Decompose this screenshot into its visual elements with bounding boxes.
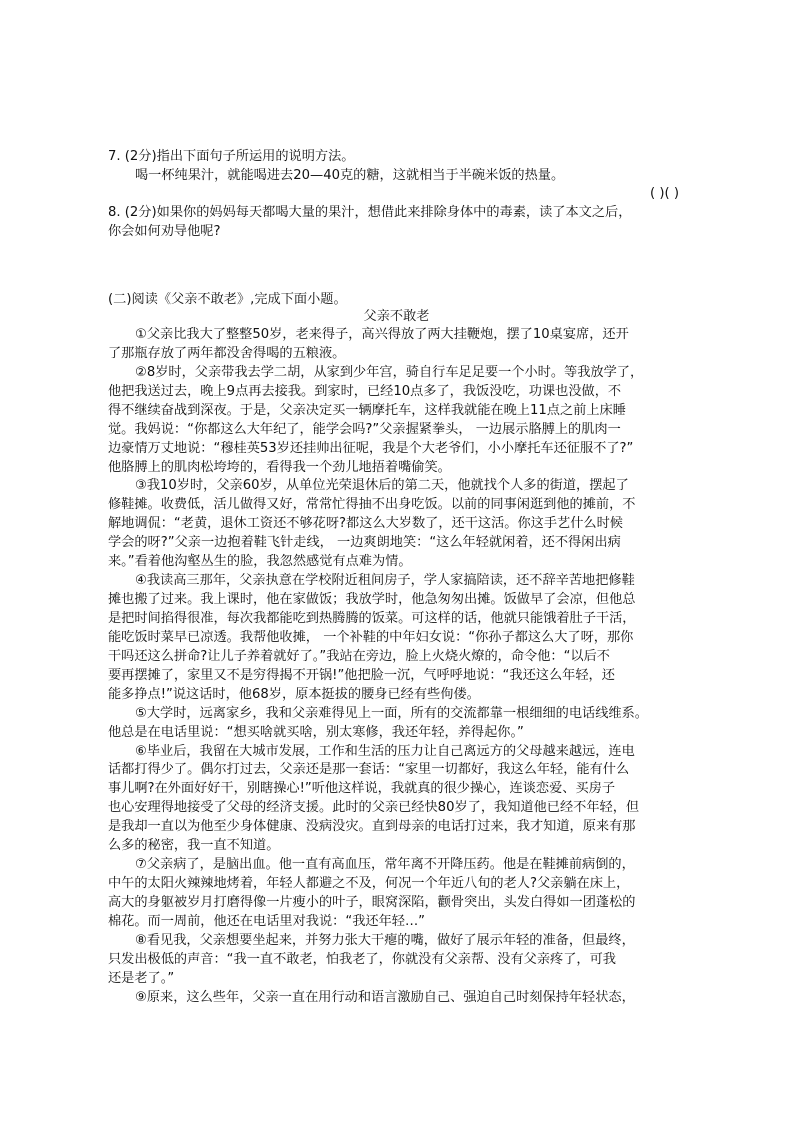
article-line: 能吃饭时菜早已凉透。我帮他收摊， 一个补鞋的中年妇女说：“你孙子都这么大了呀，那你 [108, 629, 634, 645]
question-7-answer-blanks: ( )( ) [650, 186, 679, 201]
article-line: 要再摆摊了，家里又不是穷得揭不开锅!”他把脸一沉，气呼呼地说：“我还这么年轻，还 [108, 667, 615, 683]
article-line: ④我读高三那年，父亲执意在学校附近租间房子，学人家搞陪读，还不辞辛苦地把修鞋 [135, 573, 635, 589]
article-line: 干吗还这么拼命?让儿子养着就好了。”我站在旁边，脸上火烧火燎的，命令他：“以后不 [108, 648, 610, 664]
article-line: 得不继续奋战到深夜。于是，父亲决定买一辆摩托车，这样我就能在晚上11点之前上床睡 [108, 402, 626, 418]
article-line: 他胳膊上的肌肉松垮垮的，看得我一个劲儿地捂着嘴偷笑。 [108, 459, 451, 475]
article-line: 还是老了。” [108, 970, 175, 986]
article-line: 棉花。而一周前，他还在电话里对我说：“我还年轻…” [108, 913, 425, 929]
article-line: 中午的太阳火辣辣地烤着，年轻人都避之不及，何况一个年近八旬的老人?父亲躺在床上， [108, 876, 630, 891]
question-8-line-1: 8. (2分)如果你的妈妈每天都喝大量的果汁，想借此来排除身体中的毒素，读了本文之后， [108, 205, 632, 220]
article-line: ⑧看见我，父亲想要坐起来，并努力张大干瘪的嘴，做好了展示年轻的准备，但最终， [135, 932, 635, 948]
article-line: 他把我送过去，晚上9点再去接我。到家时，已经10点多了，我饭没吃，功课也没做，不 [108, 383, 622, 399]
article-line: 解地调侃：“老黄，退休工资还不够花呀?都这么大岁数了，还干这活。你这手艺什么时候 [108, 516, 623, 532]
article-line: 是我却一直以为他至少身体健康、没病没灾。直到母亲的电话打过来，我才知道，原来有那 [108, 819, 636, 835]
question-8-line-2: 你会如何劝导他呢? [108, 224, 221, 239]
article-line: 觉。我妈说：“你都这么大年纪了，能学会吗?”父亲握紧拳头， 一边展示胳膊上的肌肉一 [108, 421, 621, 437]
article-title: 父亲不敢老 [363, 309, 430, 324]
article-line: ⑦父亲病了，是脑出血。他一直有高血压，常年离不开降压药。他是在鞋摊前病倒的， [135, 857, 635, 872]
article-line: 学会的呀?”父亲一边抱着鞋飞针走线， 一边爽朗地笑：“这么年轻就闲着，还不得闲出病 [108, 535, 621, 551]
article-line: 么多的秘密，我一直不知道。 [108, 838, 280, 854]
article-line: 修鞋摊。收费低，活儿做得又好，常常忙得抽不出身吃饭。以前的同事闲逛到他的摊前，不 [108, 497, 636, 513]
article-line: ⑥毕业后，我留在大城市发展，工作和生活的压力让自己离远方的父母越来越远，连电 [135, 743, 635, 759]
article-line: 他总是在电话里说：“想买啥就买啥，别太寒修，我还年轻，养得起你。” [108, 724, 524, 740]
question-7-sentence: 喝一杯纯果汁，就能喝进去20—40克的糖，这就相当于半碗米饭的热量。 [135, 168, 565, 183]
article-line: ⑨原来，这么些年，父亲一直在用行动和语言激励自己、强迫自己时刻保持年轻状态， [135, 989, 635, 1005]
article-line: 只发出极低的声音：“我一直不敢老，怕我老了，你就没有父亲帮、没有父亲疼了，可我 [108, 951, 616, 967]
article-line: 边豪情万丈地说：“穆桂英53岁还挂帅出征呢，我是个大老爷们，小小摩托车还征服不了?” [108, 440, 634, 456]
article-line: 摊也搬了过来。我上课时，他在家做饭；我放学时，他急匆匆出摊。饭做早了会凉，但他总 [108, 592, 636, 607]
article-line: ③我10岁时，父亲60岁，从单位光荣退休后的第二天，他就找个人多的街道，摆起了 [135, 478, 629, 494]
article-line: 话都打得少了。偶尔打过去，父亲还是那一套话：“家里一切都好，我这么年轻，能有什么 [108, 762, 630, 778]
article-line: 事儿啊?在外面好好干，别瞎操心!”听他这样说，我就真的很少操心，连谈恋爱、买房子 [108, 781, 616, 797]
section-intro: (二)阅读《父亲不敢老》,完成下面小题。 [108, 292, 347, 307]
article-line: 是把时间掐得很准，每次我都能吃到热腾腾的饭菜。可这样的话，他就只能饿着肚子干活， [108, 611, 636, 626]
article-line: 来。”看着他沟壑丛生的脸，我忽然感觉有点难为情。 [108, 554, 412, 570]
article-line: ①父亲比我大了整整50岁，老来得子，高兴得放了两大挂鞭炮，摆了10桌宴席，还开 [135, 327, 629, 342]
article-line: 了那瓶存放了两年都没舍得喝的五粮液。 [108, 345, 346, 361]
question-7-title: 7. (2分)指出下面句子所运用的说明方法。 [108, 149, 355, 164]
article-line: 也心安理得地接受了父母的经济支援。此时的父亲已经快80岁了，我知道他已经不年轻，但 [108, 800, 640, 816]
article-line: ②8岁时，父亲带我去学二胡，从家到少年宫，骑自行车足足要一个小时。等我放学了， [135, 364, 644, 380]
article-line: ⑤大学时，远离家乡，我和父亲难得见上一面，所有的交流都靠一根细细的电话线维系。 [135, 705, 648, 721]
article-line: 能多挣点!”说这话时，他68岁，原本挺拔的腰身已经有些佝偻。 [108, 686, 480, 702]
article-line: 高大的身躯被岁月打磨得像一片瘦小的叶子，眼窝深陷，颧骨突出，头发白得如一团蓬松的 [108, 894, 636, 910]
